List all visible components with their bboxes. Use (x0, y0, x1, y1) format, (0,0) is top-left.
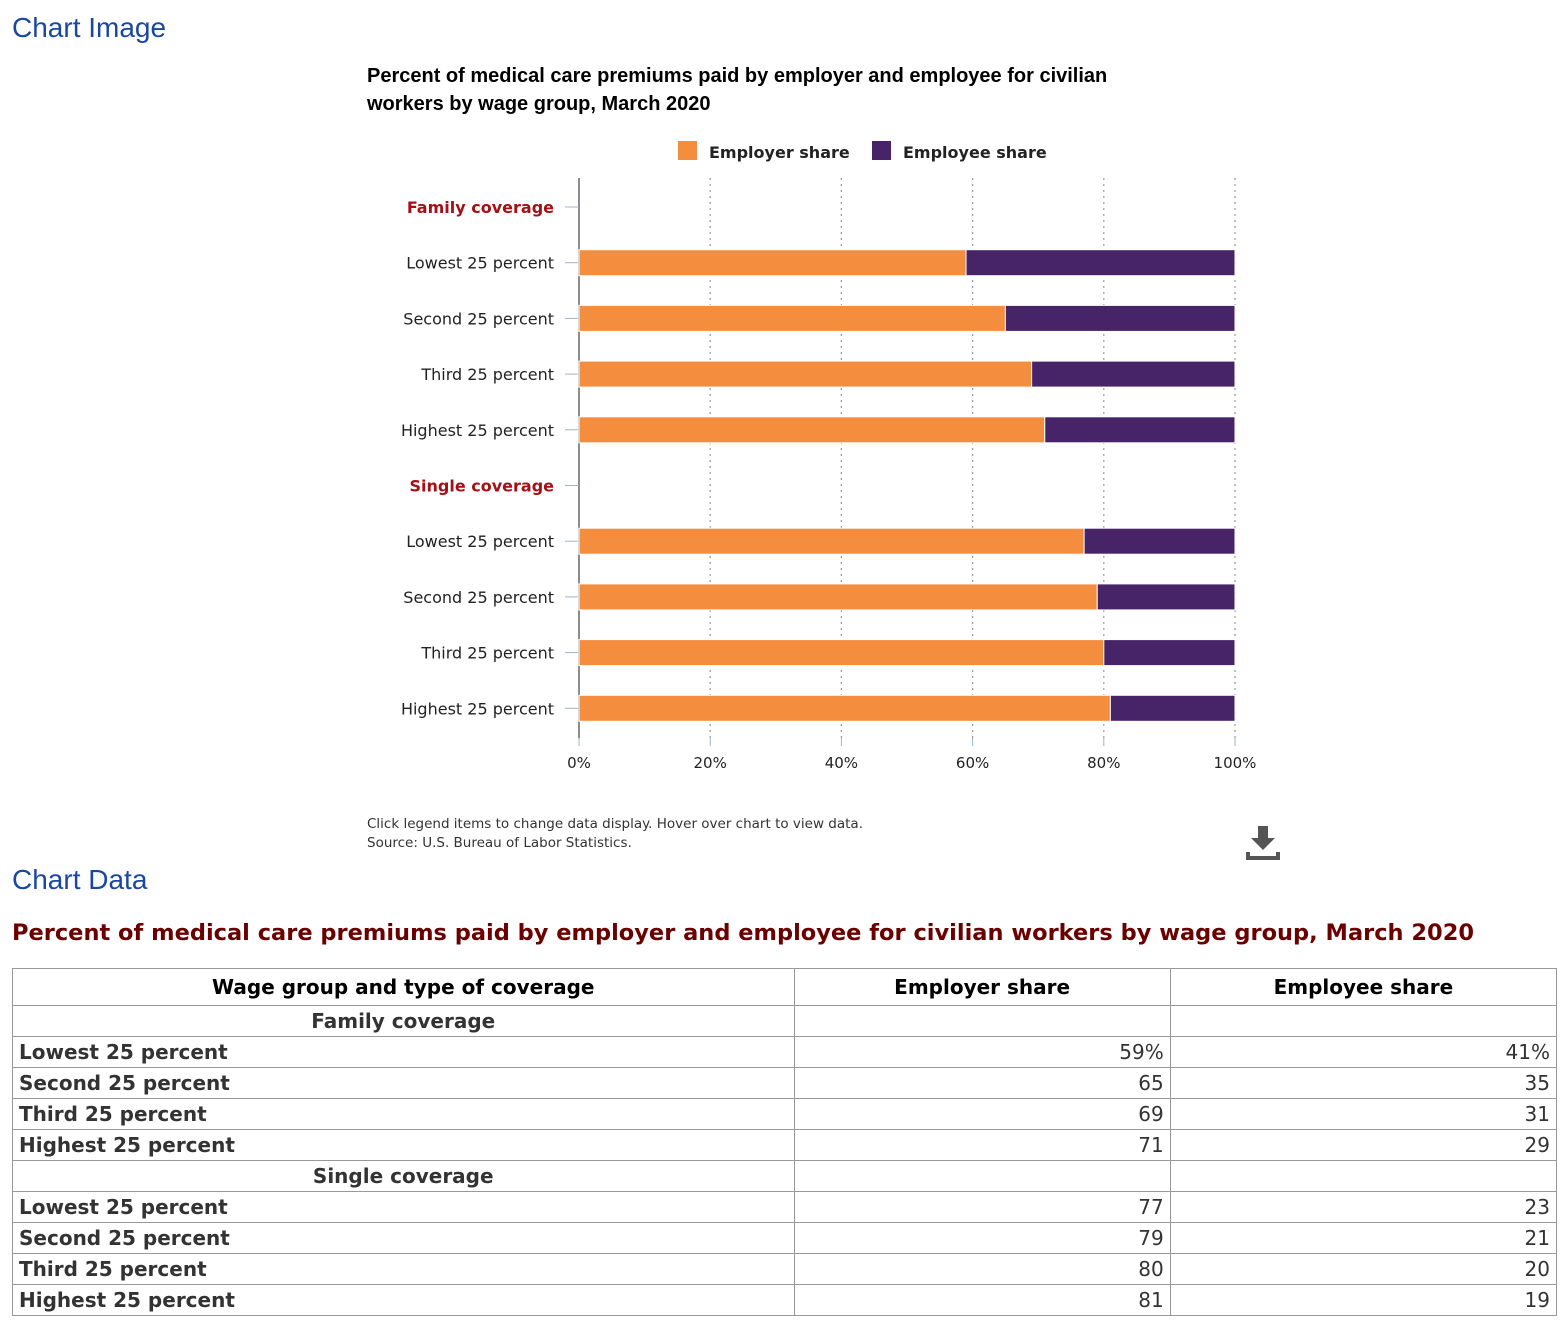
table-row (13, 1192, 1557, 1223)
group-label-cell: Single coverage (13, 1161, 795, 1192)
wage-group-cell: Second 25 percent (13, 1068, 795, 1099)
header-employee-share: Employee share (1170, 969, 1556, 1006)
group-label-cell: Family coverage (13, 1006, 795, 1037)
chart-source-note: Source: U.S. Bureau of Labor Statistics. (367, 835, 632, 851)
download-icon (1240, 822, 1286, 866)
category-label: Third 25 percent (421, 643, 554, 663)
legend-employer-share-label[interactable]: Employer share (709, 143, 850, 162)
wage-group-cell: Highest 25 percent (13, 1285, 795, 1316)
employer-share-cell: 69 (794, 1099, 1170, 1130)
employee-share-cell: 41% (1170, 1037, 1556, 1068)
bar-employee-share[interactable] (1110, 695, 1235, 721)
table-row (13, 1068, 1557, 1099)
bar-employee-share[interactable] (1005, 305, 1235, 331)
bar-employee-share[interactable] (1097, 584, 1235, 610)
wage-group-cell: Lowest 25 percent (13, 1192, 795, 1223)
category-group-label: Family coverage (406, 198, 554, 217)
category-label: Lowest 25 percent (406, 532, 554, 552)
bar-employer-share[interactable] (579, 250, 966, 276)
table-header-row (13, 969, 1557, 1006)
bar-employee-share[interactable] (966, 250, 1235, 276)
bar-employer-share[interactable] (579, 305, 1005, 331)
bar-employer-share[interactable] (579, 584, 1097, 610)
chart-data-heading: Chart Data (12, 864, 148, 895)
bar-employer-share[interactable] (579, 528, 1084, 554)
employer-share-cell: 59% (794, 1037, 1170, 1068)
legend-employee-share-label[interactable]: Employee share (903, 143, 1047, 162)
bar-employee-share[interactable] (1032, 361, 1235, 387)
wage-group-cell: Third 25 percent (13, 1254, 795, 1285)
table-group-row (13, 1161, 1557, 1192)
x-tick-label: 0% (567, 754, 591, 772)
header-wage-group: Wage group and type of coverage (13, 969, 795, 1006)
employee-share-cell: 20 (1170, 1254, 1556, 1285)
employer-share-cell (794, 1161, 1170, 1192)
employer-share-cell: 80 (794, 1254, 1170, 1285)
x-tick-label: 100% (1213, 754, 1257, 772)
wage-group-cell: Second 25 percent (13, 1223, 795, 1254)
bar-employer-share[interactable] (579, 695, 1110, 721)
table-title: Percent of medical care premiums paid by employer and employee for civilian workers by wage group, March 2020 (12, 920, 1475, 946)
employer-share-cell: 65 (794, 1068, 1170, 1099)
employer-share-cell: 81 (794, 1285, 1170, 1316)
wage-group-cell: Lowest 25 percent (13, 1037, 795, 1068)
chart-title: Percent of medical care premiums paid by employer and employee for civilian workers by wage group, March 2020 (367, 65, 1108, 115)
employee-share-cell: 23 (1170, 1192, 1556, 1223)
download-button[interactable] (1240, 822, 1286, 866)
employee-share-cell: 21 (1170, 1223, 1556, 1254)
chart-image-heading: Chart Image (12, 12, 167, 43)
bar-employer-share[interactable] (579, 417, 1045, 443)
employer-share-cell: 79 (794, 1223, 1170, 1254)
x-tick-label: 60% (955, 754, 990, 772)
category-label: Second 25 percent (403, 309, 554, 329)
data-table (12, 968, 1557, 1316)
category-label: Third 25 percent (421, 365, 554, 385)
bar-employee-share[interactable] (1045, 417, 1235, 443)
table-row (13, 1099, 1557, 1130)
table-row (13, 1285, 1557, 1316)
category-group-label: Single coverage (409, 476, 554, 496)
employer-share-cell: 71 (794, 1130, 1170, 1161)
bar-employee-share[interactable] (1104, 640, 1235, 666)
wage-group-cell: Highest 25 percent (13, 1130, 795, 1161)
table-row (13, 1223, 1557, 1254)
header-employer-share: Employer share (794, 969, 1170, 1006)
x-tick-label: 40% (824, 754, 859, 772)
employee-share-cell: 31 (1170, 1099, 1556, 1130)
employee-share-cell: 29 (1170, 1130, 1556, 1161)
x-tick-label: 80% (1087, 754, 1121, 772)
table-row (13, 1130, 1557, 1161)
bar-employer-share[interactable] (579, 361, 1032, 387)
bar-employee-share[interactable] (1084, 528, 1235, 554)
category-label: Highest 25 percent (400, 420, 554, 440)
category-label: Lowest 25 percent (406, 253, 554, 273)
employee-share-cell: 19 (1170, 1285, 1556, 1316)
employee-share-cell: 35 (1170, 1068, 1556, 1099)
legend-employee-share-swatch[interactable] (872, 141, 891, 160)
table-group-row (13, 1006, 1557, 1037)
wage-group-cell: Third 25 percent (13, 1099, 795, 1130)
x-tick-label: 20% (693, 754, 727, 772)
table-row (13, 1254, 1557, 1285)
chart-interaction-note: Click legend items to change data display. Hover over chart to view data. (367, 816, 863, 832)
legend-employer-share-swatch[interactable] (678, 141, 697, 160)
employee-share-cell (1170, 1161, 1556, 1192)
category-label: Second 25 percent (403, 587, 554, 607)
table-row (13, 1037, 1557, 1068)
category-label: Highest 25 percent (400, 699, 554, 719)
employer-share-cell (794, 1006, 1170, 1037)
bar-employer-share[interactable] (579, 640, 1104, 666)
employee-share-cell (1170, 1006, 1556, 1037)
table-body (13, 1006, 1557, 1316)
employer-share-cell: 77 (794, 1192, 1170, 1223)
